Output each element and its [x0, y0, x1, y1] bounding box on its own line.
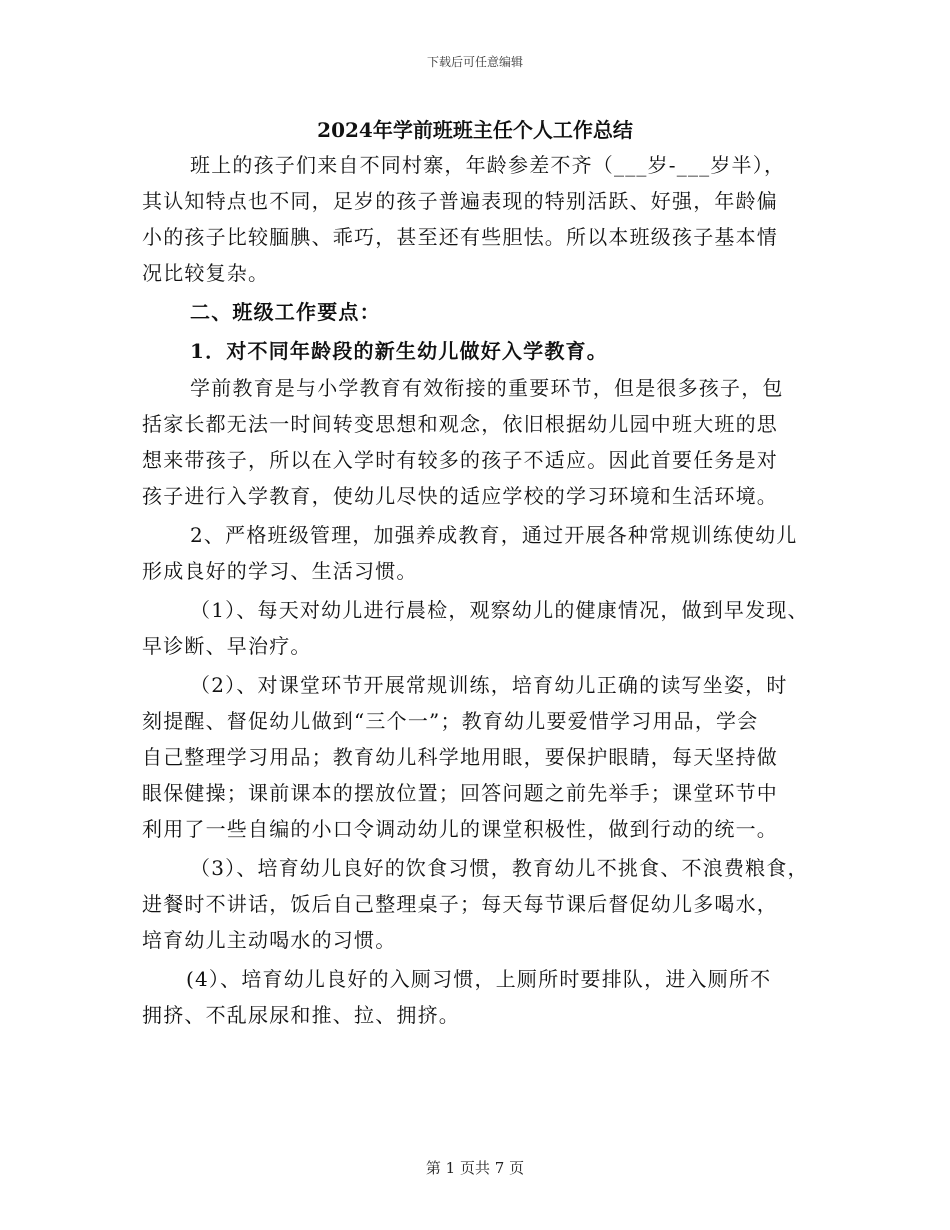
- paragraph-line: 拥挤、不乱尿尿和推、拉、拥挤。: [142, 1003, 460, 1027]
- paragraph-line: 2、严格班级管理，加强养成教育，通过开展各种常规训练使幼儿: [190, 523, 798, 547]
- paragraph-line: 学前教育是与小学教育有效衔接的重要环节，但是很多孩子，包: [190, 376, 784, 400]
- paragraph-line: 培育幼儿主动喝水的习惯。: [142, 928, 397, 952]
- paragraph-line: 眼保健操；课前课本的摆放位置；回答问题之前先举手；课堂环节中: [142, 781, 778, 805]
- paragraph-line: 其认知特点也不同，足岁的孩子普遍表现的特别活跃、好强，年龄偏: [142, 189, 778, 213]
- paragraph-line: 早诊断、早治疗。: [142, 634, 312, 658]
- paragraph-line: 孩子进行入学教育，使幼儿尽快的适应学校的学习环境和生活环境。: [142, 484, 778, 508]
- paragraph-line: (4）、培育幼儿良好的入厕习惯，上厕所时要排队，进入厕所不: [186, 967, 772, 991]
- paragraph-line: 利用了一些自编的小口令调动幼儿的课堂积极性，做到行动的统一。: [142, 817, 778, 841]
- page-header: 下载后可任意编辑: [426, 55, 523, 69]
- section-heading: 二、班级工作要点：: [190, 300, 381, 324]
- paragraph-line: （2）、对课堂环节开展常规训练，培育幼儿正确的读写坐姿，时: [190, 673, 788, 697]
- paragraph-line: 刻提醒、督促幼儿做到“三个一”；教育幼儿要爱惜学习用品，学会: [142, 709, 759, 733]
- paragraph-line: 想来带孩子，所以在入学时有较多的孩子不适应。因此首要任务是对: [142, 448, 778, 472]
- page-footer: 第 1 页共 7 页: [425, 1159, 525, 1177]
- paragraph-line: 形成良好的学习、生活习惯。: [142, 559, 418, 583]
- paragraph-line: 况比较复杂。: [142, 261, 270, 285]
- paragraph-line: （3）、培育幼儿良好的饮食习惯，教育幼儿不挑食、不浪费粮食，: [190, 856, 809, 880]
- document-title: 2024年学前班班主任个人工作总结: [317, 118, 633, 142]
- subsection-heading: 1．对不同年龄段的新生幼儿做好入学教育。: [190, 339, 608, 363]
- paragraph-line: 班上的孩子们来自不同村寨，年龄参差不齐（___岁-___岁半），: [190, 153, 786, 177]
- paragraph-line: 自己整理学习用品；教育幼儿科学地用眼，要保护眼睛，每天坚持做: [142, 745, 778, 769]
- paragraph-line: 括家长都无法一时间转变思想和观念，依旧根据幼儿园中班大班的思: [142, 412, 778, 436]
- paragraph-line: 进餐时不讲话，饭后自己整理桌子；每天每节课后督促幼儿多喝水，: [142, 892, 778, 916]
- paragraph-line: 小的孩子比较腼腆、乖巧，甚至还有些胆怯。所以本班级孩子基本情: [142, 225, 778, 249]
- paragraph-line: （1）、每天对幼儿进行晨检，观察幼儿的健康情况，做到早发现、: [190, 598, 809, 622]
